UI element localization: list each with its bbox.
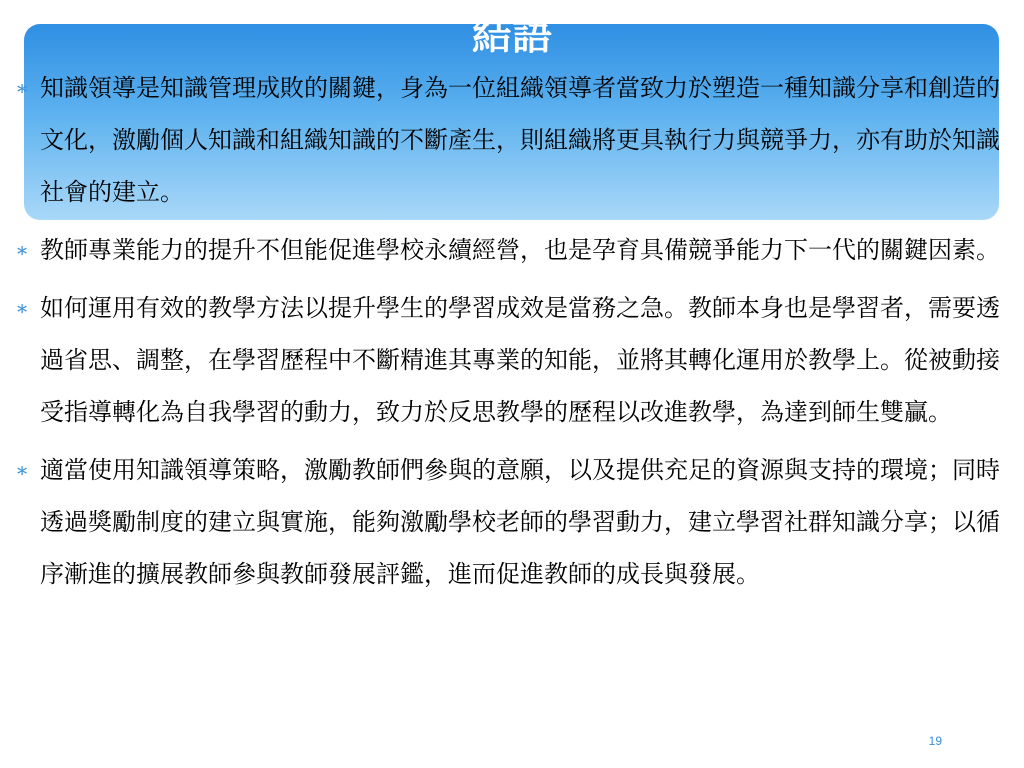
slide-title: 結語 [472,12,552,59]
bullet-text: 如何運用有效的教學方法以提升學生的學習成效是當務之急。教師本身也是學習者，需要透過省思、調整，在學習歷程中不斷精進其專業的知能，並將其轉化運用於教學上。從被動接受指導轉化為自我學習的動力，致力於反思教學的歷程以改進教學，為達到師生雙贏。 [40,294,1000,426]
bullet-item [12,224,1004,276]
bullet-item [12,62,1004,218]
bullet-text: 教師專業能力的提升不但能促進學校永續經營，也是孕育具備競爭能力下一代的關鍵因素。 [40,236,1000,264]
asterisk-bullet-icon: ∗ [15,238,29,262]
page-number: 19 [928,734,942,748]
bullet-item [12,282,1004,438]
bullet-item [12,444,1004,600]
asterisk-bullet-icon: ∗ [15,296,29,320]
bullet-list [12,62,1004,606]
asterisk-bullet-icon: ∗ [15,458,29,482]
bullet-text: 適當使用知識領導策略，激勵教師們參與的意願，以及提供充足的資源與支持的環境；同時透過獎勵制度的建立與實施，能夠激勵學校老師的學習動力，建立學習社群知識分享；以循序漸進的擴展教師參與教師發展評鑑，進而促進教師的成長與發展。 [40,456,1000,588]
bullet-text: 知識領導是知識管理成敗的關鍵，身為一位組織領導者當致力於塑造一種知識分享和創造的文化，激勵個人知識和組織知識的不斷產生，則組織將更具執行力與競爭力，亦有助於知識社會的建立。 [40,74,1000,206]
asterisk-bullet-icon: ∗ [15,76,29,100]
